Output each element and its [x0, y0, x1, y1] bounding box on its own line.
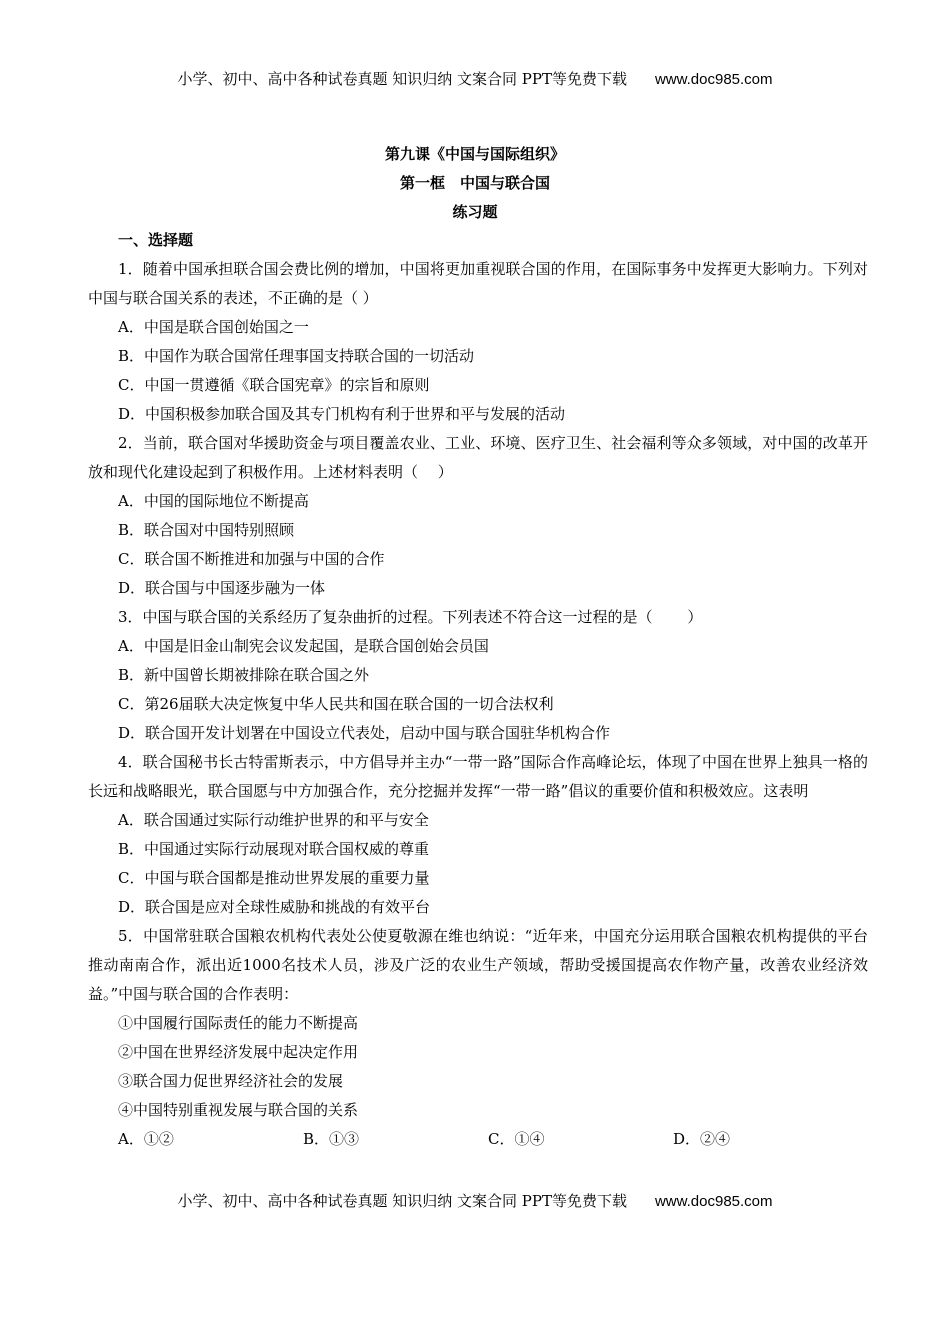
title-block: [0, 140, 950, 227]
question-2-option-a: A．中国的国际地位不断提高: [118, 492, 309, 510]
question-4-option-d: D．联合国是应对全球性威胁和挑战的有效平台: [118, 898, 431, 916]
question-3-option-a: A．中国是旧金山制宪会议发起国，是联合国创始会员国: [118, 637, 489, 655]
question-4-option-c: C．中国与联合国都是推动世界发展的重要力量: [118, 869, 430, 887]
question-5-stem: 5．中国常驻联合国粮农机构代表处公使夏敬源在维也纳说：“近年来，中国充分运用联合国粮农机构提供的平台推动南南合作，派出近1000名技术人员，涉及广泛的农业生产领域，帮助受援国提高农作物产量，改善农业经济效益。”中国与联合国的合作表明：: [88, 927, 868, 1003]
exercise-subtitle: 练习题: [452, 203, 498, 221]
banner-text: 小学、初中、高中各种试卷真题 知识归纳 文案合同 PPT等免费下载: [177, 70, 627, 88]
question-4-option-b: B．中国通过实际行动展现对联合国权威的尊重: [118, 840, 430, 858]
question-1-option-a: A．中国是联合国创始国之一: [118, 318, 309, 336]
question-5-choices: [118, 1125, 868, 1154]
question-5-statement-2: ②中国在世界经济发展中起决定作用: [118, 1043, 359, 1061]
lesson-title: 第九课《中国与国际组织》: [384, 145, 565, 163]
question-5-choice-a: A．①②: [118, 1130, 174, 1148]
header-banner: [0, 68, 950, 89]
question-3-option-c: C．第26届联大决定恢复中华人民共和国在联合国的一切合法权利: [118, 695, 554, 713]
footer-banner: [0, 1190, 950, 1211]
question-list: [88, 226, 868, 1154]
question-5-choice-b: B．①③: [303, 1130, 360, 1148]
question-1-option-c: C．中国一贯遵循《联合国宪章》的宗旨和原则: [118, 376, 430, 394]
question-2-option-d: D．联合国与中国逐步融为一体: [118, 579, 326, 597]
question-2-option-c: C．联合国不断推进和加强与中国的合作: [118, 550, 385, 568]
question-5-statement-4: ④中国特别重视发展与联合国的关系: [118, 1101, 359, 1119]
question-5-choice-c: C．①④: [488, 1130, 545, 1148]
question-5-statement-1: ①中国履行国际责任的能力不断提高: [118, 1014, 359, 1032]
question-2-option-b: B．联合国对中国特别照顾: [118, 521, 295, 539]
question-4-option-a: A．联合国通过实际行动维护世界的和平与安全: [118, 811, 429, 829]
question-2-stem: 2．当前，联合国对华援助资金与项目覆盖农业、工业、环境、医疗卫生、社会福利等众多领域，对中国的改革开放和现代化建设起到了积极作用。上述材料表明（ ）: [88, 434, 868, 481]
footer-banner-text: 小学、初中、高中各种试卷真题 知识归纳 文案合同 PPT等免费下载: [177, 1192, 627, 1210]
question-1-option-d: D．中国积极参加联合国及其专门机构有利于世界和平与发展的活动: [118, 405, 566, 423]
question-4-stem: 4．联合国秘书长古特雷斯表示，中方倡导并主办“一带一路”国际合作高峰论坛，体现了中国在世界上独具一格的长远和战略眼光，联合国愿与中方加强合作，充分挖掘并发挥“一带一路”倡议的重要价值和积极效应。这表明: [88, 753, 868, 800]
question-3-option-d: D．联合国开发计划署在中国设立代表处，启动中国与联合国驻华机构合作: [118, 724, 611, 742]
section-heading: 一、选择题: [118, 231, 194, 249]
question-3-stem: 3．中国与联合国的关系经历了复杂曲折的过程。下列表述不符合这一过程的是（ ）: [118, 608, 703, 626]
question-5-statement-3: ③联合国力促世界经济社会的发展: [118, 1072, 344, 1090]
footer-site-link[interactable]: www.doc985.com: [654, 1193, 773, 1210]
banner-site-link[interactable]: www.doc985.com: [654, 71, 773, 88]
question-1-option-b: B．中国作为联合国常任理事国支持联合国的一切活动: [118, 347, 475, 365]
frame-title: 第一框 中国与联合国: [399, 174, 550, 192]
question-1-stem: 1．随着中国承担联合国会费比例的增加，中国将更加重视联合国的作用，在国际事务中发挥更大影响力。下列对中国与联合国关系的表述，不正确的是（ ）: [88, 260, 868, 307]
question-5-choice-d: D．②④: [673, 1130, 731, 1148]
question-3-option-b: B．新中国曾长期被排除在联合国之外: [118, 666, 370, 684]
